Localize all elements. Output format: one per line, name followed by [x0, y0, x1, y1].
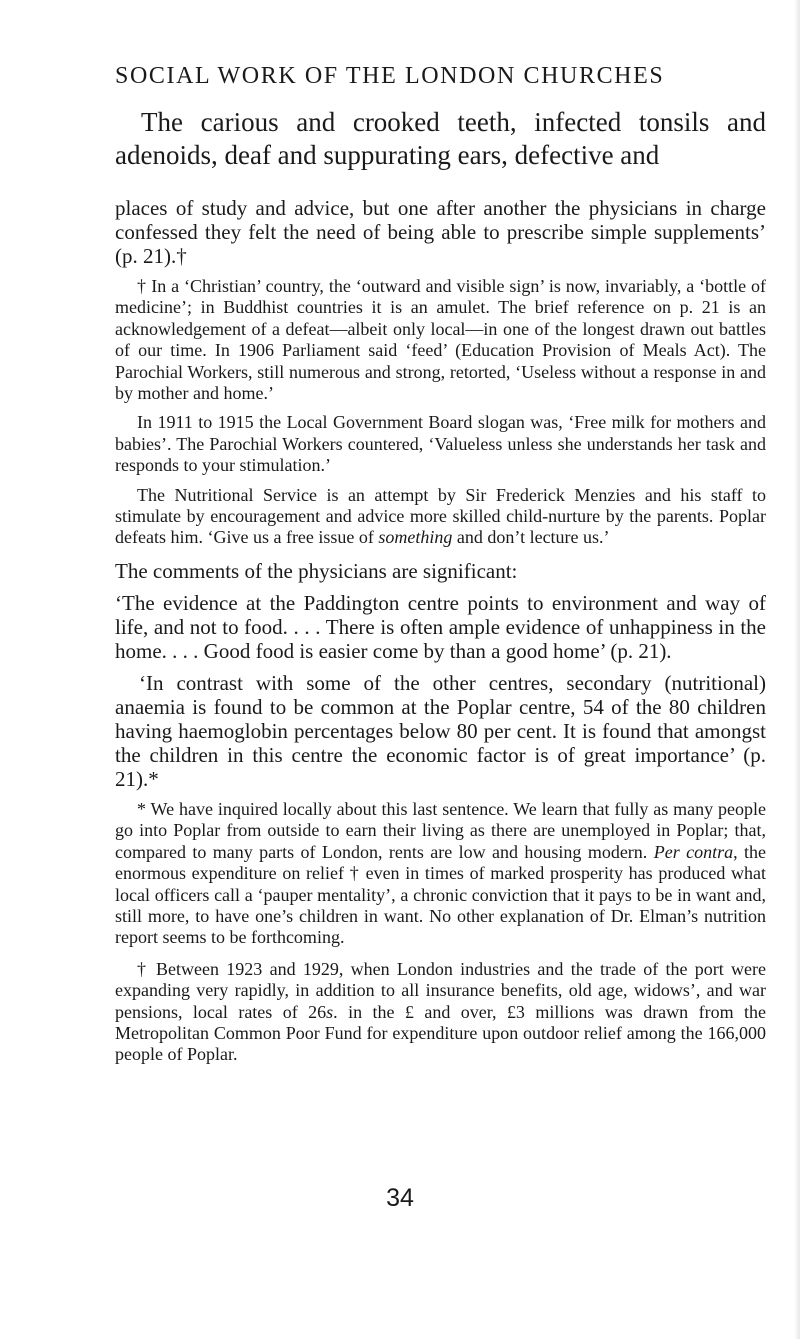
- footnote-paragraph-3: [115, 485, 766, 549]
- page-number: 34: [386, 1184, 414, 1212]
- page-edge-shadow: [794, 0, 800, 1339]
- footnote-5-text-start: † Between 1923 and 1929, when London industries and the trade of the port were expanding very rapidly, in addition to all insurance benefits, old age, widows’, and war pensions, local rates of 26: [115, 958, 766, 1022]
- body-paragraph-3: ‘The evidence at the Paddington centre points to environment and way of life, and not to food. . . . There is often ample evidence of unhappiness in the home. . . . Good food is easier come by than a good home’ (p. 21).: [115, 590, 766, 663]
- footnote-paragraph-4: [115, 799, 766, 949]
- footnote-5-emphasis: s: [326, 1001, 334, 1022]
- footnote-4-text-end: , the enormous expenditure on relief † even in times of marked prosperity has produced what local officers call a ‘pauper mentality’, a chronic conviction that it pays to be in want and, still more, to have one’s children in want. No other explanation of Dr. Elman’s nutrition report seems to be forthcoming.: [115, 841, 767, 948]
- footnote-4-text-start: * We have inquired locally about this last sentence. We learn that fully as many people go into Poplar from outside to earn their living as there are unemployed in Poplar; that, compared to many parts of London, rents are low and housing modern.: [115, 798, 766, 862]
- footnote-3-emphasis: something: [378, 527, 453, 548]
- running-head: SOCIAL WORK OF THE LONDON CHURCHES: [115, 63, 665, 89]
- footnote-3-text-start: The Nutritional Service is an attempt by Sir Frederick Menzies and his staff to stimulate by encouragement and advice more skilled child-nurture by the parents. Poplar defeats him. ‘Give us a free issue of: [115, 484, 766, 548]
- footnote-5-text-end: . in the £ and over, £3 millions was drawn from the Metropolitan Common Poor Fund for expenditure upon outdoor relief among the 166,000 people of Poplar.: [115, 1001, 766, 1065]
- body-paragraph-4: ‘In contrast with some of the other centres, secondary (nutritional) anaemia is found to be common at the Poplar centre, 54 of the 80 children having haemoglobin percentages below 80 per cent. It is found that amongst the children in this centre the economic factor is of great importance’ (p. 21).*: [115, 670, 766, 791]
- footnote-paragraph-5: [115, 959, 766, 1066]
- footnote-paragraph-1: † In a ‘Christian’ country, the ‘outward and visible sign’ is now, invariably, a ‘bottle of medicine’; in Buddhist countries it is an amulet. The brief reference on p. 21 is an acknowledgement of a defeat—albeit only local—in one of the longest drawn out battles of our time. In 1906 Parliament said ‘feed’ (Education Provision of Meals Act). The Parochial Workers, still numerous and strong, retorted, ‘Useless without a response in and by mother and home.’: [115, 276, 766, 404]
- footnote-3-text-end: and don’t lecture us.’: [452, 527, 610, 548]
- lead-paragraph: The carious and crooked teeth, infected tonsils and adenoids, deaf and suppurating ears, defective and: [115, 107, 766, 170]
- footnote-paragraph-2: In 1911 to 1915 the Local Government Board slogan was, ‘Free milk for mothers and babies’. The Parochial Workers countered, ‘Valueless unless she understands her task and responds to your stimulation.’: [115, 412, 766, 476]
- body-paragraph-2: The comments of the physicians are significant:: [115, 558, 518, 583]
- footnote-4-emphasis: Per contra: [653, 841, 734, 862]
- body-paragraph-1: places of study and advice, but one after another the physicians in charge confessed they felt the need of being able to prescribe simple supplements’ (p. 21).†: [115, 196, 766, 268]
